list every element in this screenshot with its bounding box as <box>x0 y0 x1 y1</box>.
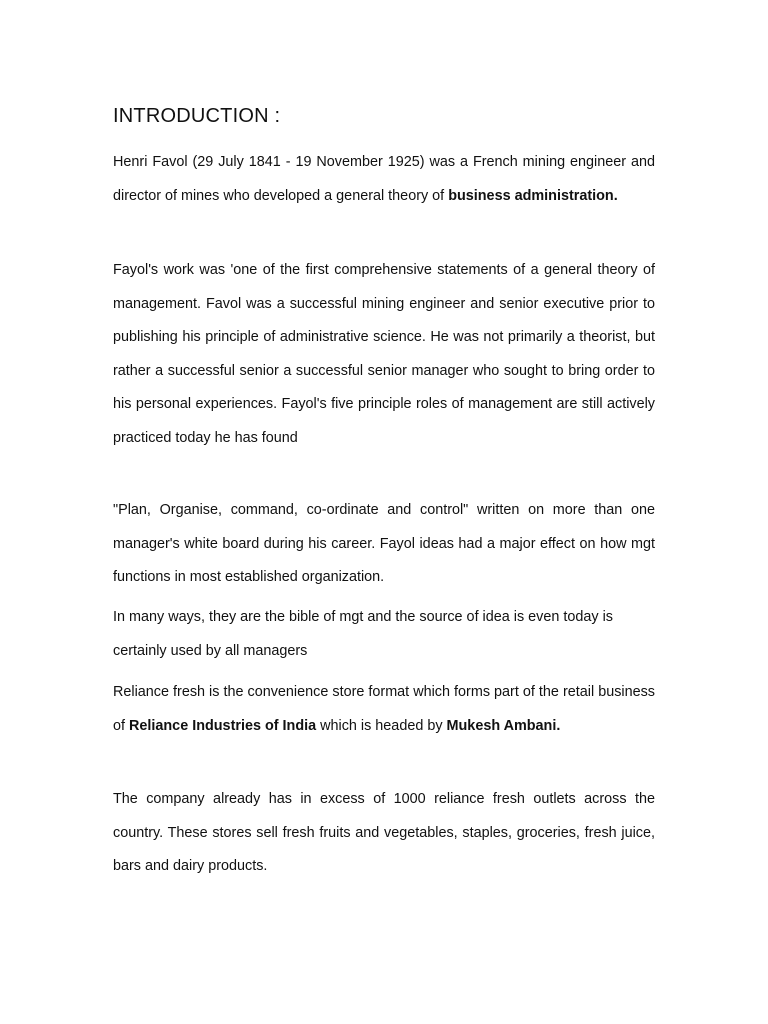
section-heading: INTRODUCTION : <box>113 105 281 127</box>
paragraph-text: which is headed by <box>316 717 447 734</box>
paragraph-fayol-work <box>113 254 655 455</box>
bold-term-mukesh-ambani: Mukesh Ambani. <box>446 717 561 734</box>
paragraph-text: Fayol's work was 'one of the first comprehensive statements of a general theory of management. Favol was a successful mining engineer and senior executive prior to publishing his principle of administrative science. He was not primarily a theorist, but rather a successful senior a successful senior manager who sought to bring order to his personal experiences. Fayol's five principle roles of management are still actively practiced today he has found <box>113 262 655 446</box>
paragraph-text: The company already has in excess of 1000 reliance fresh outlets across the country. These stores sell fresh fruits and vegetables, staples, groceries, fresh juice, bars and dairy products. <box>113 791 655 874</box>
paragraph-company-outlets <box>113 783 655 884</box>
paragraph-reliance-fresh <box>113 676 655 743</box>
paragraph-text: "Plan, Organise, command, co-ordinate and control" written on more than one manager's white board during his career. Fayol ideas had a major effect on how mgt functions in most established organization. <box>113 502 655 585</box>
bold-term-business-administration: business administration. <box>448 187 618 204</box>
paragraph-fayol-intro <box>113 146 655 213</box>
paragraph-bible-of-mgt <box>113 601 655 668</box>
paragraph-plan-organise <box>113 494 655 595</box>
bold-term-reliance-industries: Reliance Industries of India <box>129 717 317 734</box>
paragraph-text: Reliance fresh is the convenience store format which forms part of the retail business of <box>113 684 655 734</box>
paragraph-text: Henri Favol (29 July 1841 - 19 November 1925) was a French mining engineer and director of mines who developed a general theory of <box>113 154 655 204</box>
paragraph-text: In many ways, they are the bible of mgt and the source of idea is even today is certainly used by all managers <box>113 609 613 659</box>
